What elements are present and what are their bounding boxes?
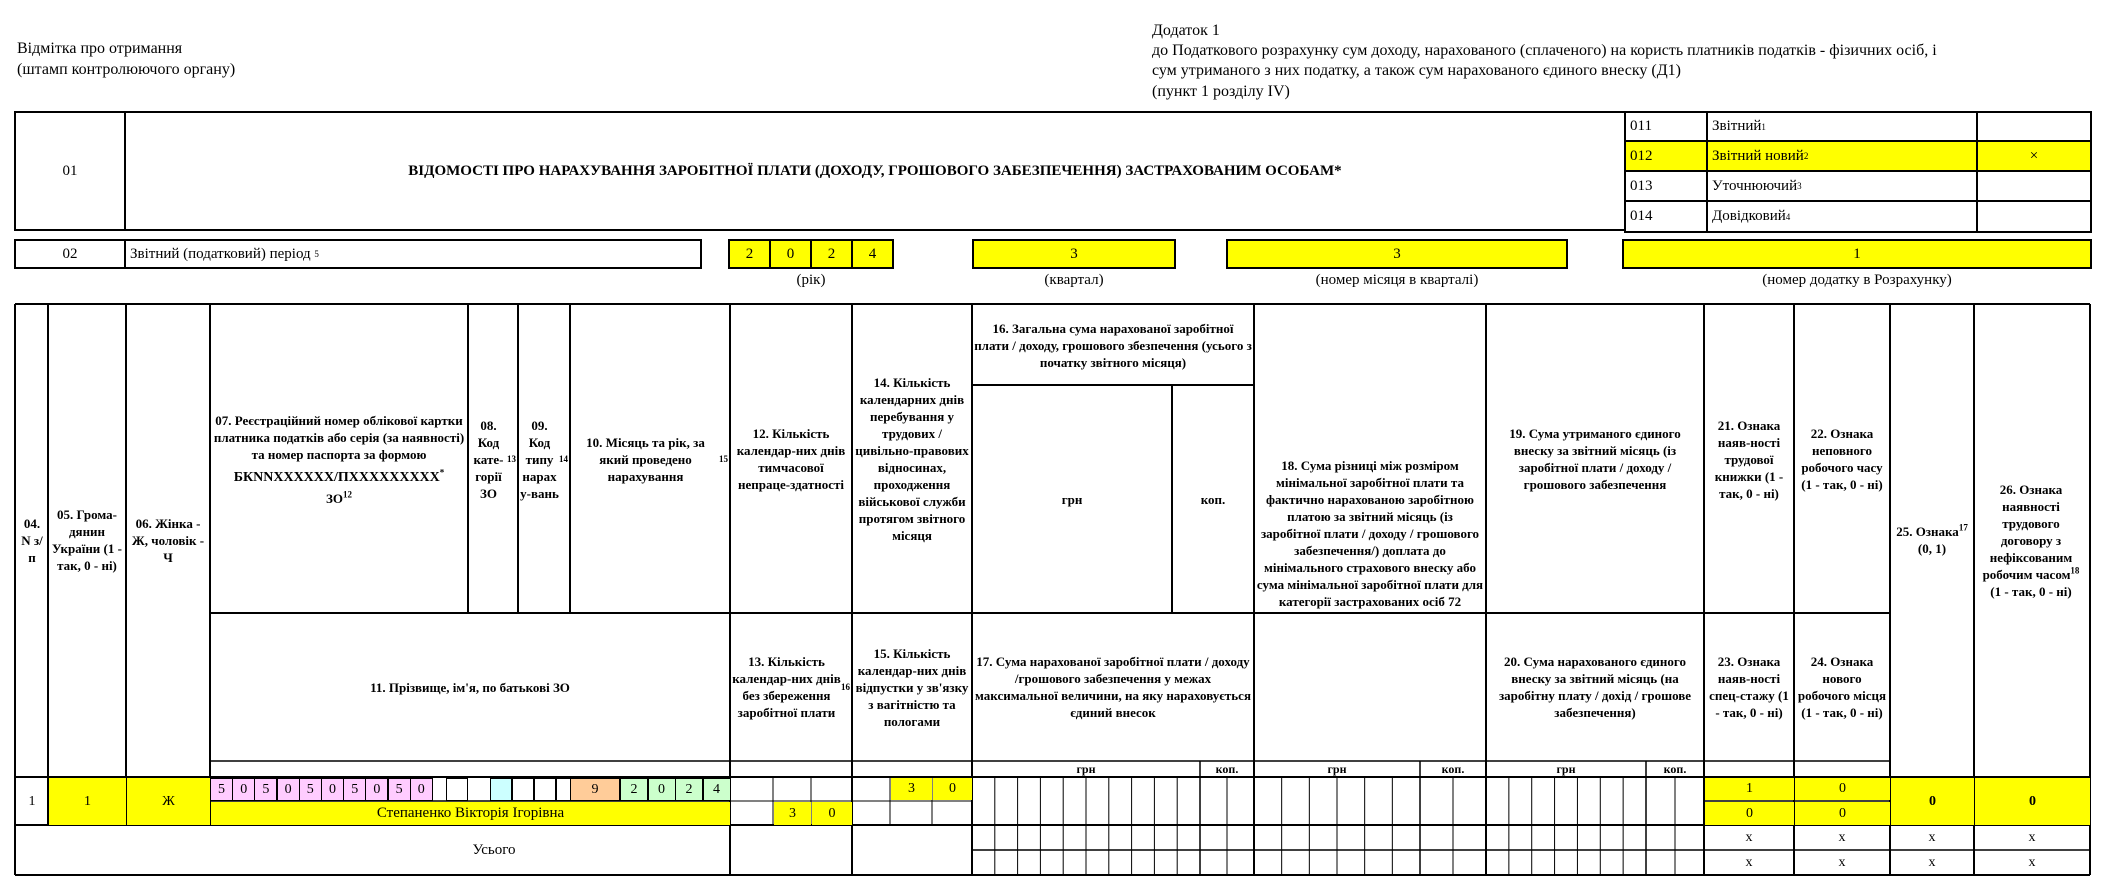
header-07-format: БКNNXXXXXX/ПXXXXXXXXX* [233, 466, 445, 485]
report-type-text: Звітний новий [1712, 147, 1804, 164]
month-year-digit[interactable]: 2 [620, 778, 648, 801]
header-17: 17. Сума нарахованої заробітної плати / доходу /грошового забезпечення у межах максимальної величини, на яку нараховується єдиний внесок [975, 654, 1251, 720]
month-year-digit[interactable]: 4 [703, 778, 731, 801]
report-type-code-011: 011 [1624, 111, 1708, 142]
header-25 [1890, 305, 1974, 775]
header-07 [210, 305, 468, 613]
report-type-label-014: Довідковий 4 [1706, 200, 1978, 233]
days14-digit[interactable]: 3 [891, 778, 932, 800]
header-22: 22. Ознака неповного робочого часу (1 - так, 0 - ні) [1801, 426, 1883, 492]
report-type-text: Довідковий [1712, 208, 1786, 224]
passport-digit[interactable]: 0 [365, 778, 388, 801]
gender-flag[interactable]: Ж [127, 778, 210, 825]
header-25-text: 25. Ознака$^{17}$ [1896, 522, 1968, 539]
header-16-kop: коп. [1200, 491, 1226, 507]
passport-digit[interactable]: 5 [299, 778, 322, 801]
header-26 [1974, 305, 2088, 775]
citizen-flag[interactable]: 1 [49, 778, 126, 825]
header-23: 23. Ознака наяв-ності спец-стажу (1 - так, 0 - ні) [1709, 654, 1789, 720]
stamp-caption: (штамп контролюючого органу) [17, 61, 236, 78]
total-x-mark: х [1838, 830, 1846, 845]
header-08: 08. Код кате-горії ЗО 13 [468, 305, 518, 613]
report-type-text: Звітний [1712, 118, 1762, 134]
month-caption: (номер місяця в кварталі) [1315, 272, 1479, 288]
col19-kop-label: коп. [1663, 761, 1687, 776]
header-15: 15. Кількість календар-них днів відпустки у зв'язку з вагітністю та пологами [855, 645, 969, 729]
header-14: 14. Кількість календарних днів перебування у трудових / цивільно-правових відносинах, проходження військової служби протягом звітного місяця [855, 375, 969, 543]
header-12: 12. Кількість календар-них днів тимчасової непраце-здатності [736, 426, 846, 492]
month-field[interactable]: 3 [1226, 239, 1568, 269]
header-16: 16. Загальна сума нарахованої заробітної плати / доходу, грошового збезпечення (усього з початку звітного місяця) [974, 320, 1252, 370]
type-cell-1[interactable] [512, 778, 534, 801]
annex-number-field[interactable]: 1 [1622, 239, 2092, 269]
col18-grn-label: грн [1327, 761, 1347, 776]
header-13-text: 13. Кількість календар-них днів без збереження заробітної плати [732, 654, 841, 720]
flag-21[interactable]: 1 [1705, 778, 1794, 800]
header-25-label: 25. Ознака [1896, 524, 1959, 539]
header-07-format-text: БКNNXXXXXX/ПXXXXXXXXX [233, 469, 440, 485]
header-10: 10. Місяць та рік, за який проведено нарахування 15 [570, 305, 730, 613]
total-x-mark: х [1745, 830, 1753, 845]
total-x-mark: х [2028, 855, 2036, 870]
col16-kop-label: коп. [1215, 761, 1239, 776]
passport-digit[interactable]: 5 [388, 778, 411, 801]
stamp-label: Відмітка про отримання [17, 40, 183, 57]
header-11: 11. Прізвище, ім'я, по батькові ЗО [370, 679, 570, 695]
header-07-zo: ЗО$^{12}$ [326, 489, 352, 506]
passport-digit[interactable]: 0 [410, 778, 433, 801]
flag-26[interactable]: 0 [1975, 778, 2090, 825]
flag-23[interactable]: 0 [1705, 802, 1794, 825]
header-07-text: 07. Реєстраційний номер облікової картки платника податків або серія (за наявності) та номер паспорта за формою [213, 412, 465, 462]
days13-digit[interactable]: 3 [774, 802, 811, 825]
report-type-code-014: 014 [1624, 200, 1708, 233]
header-13: 13. Кількість календар-них днів без збереження заробітної плати 16 [732, 654, 850, 720]
col18-kop-label: коп. [1441, 761, 1465, 776]
report-type-mark-012[interactable]: × [1976, 140, 2092, 172]
passport-digit[interactable]: 0 [321, 778, 344, 801]
header-09-text: 09. Код типу нарах у-вань [520, 417, 559, 501]
header-18: 18. Сума різниці між розміром мінімальної заробітної плати та фактично нарахованою заробітною платою за звітний місяць (із заробітної плати / доходу / грошового забезпечення/) доплата до мінімального страхового внеску або сума мінімальної заробітної плати для категорії застрахованих осіб 72 [1256, 457, 1484, 609]
month-year-digit[interactable]: 9 [570, 778, 620, 801]
section-02-code: 02 [62, 245, 78, 262]
header-19: 19. Сума утриманого єдиного внеску за звітний місяць (із заробітної плати / доходу / грошового забезпечення [1509, 426, 1681, 492]
person-name[interactable]: Степаненко Вікторія Ігорівна [211, 802, 730, 825]
header-26-values: (1 - так, 0 - ні) [1990, 583, 2072, 599]
header-08-text: 08. Код кате-горії ЗО [473, 417, 504, 501]
year-digit-2[interactable]: 2 [810, 239, 853, 269]
days13-digit[interactable]: 0 [812, 802, 852, 825]
header-07-zo-text: ЗО [326, 490, 343, 506]
year-digit-1[interactable]: 0 [769, 239, 812, 269]
annex-title: Додаток 1 [1152, 22, 1220, 39]
header-21: 21. Ознака наяв-ності трудової книжки (1 - так, 0 - ні) [1714, 417, 1784, 501]
year-digit-0[interactable]: 2 [728, 239, 771, 269]
flag-22[interactable]: 0 [1795, 778, 1890, 800]
total-x-mark: х [1745, 855, 1753, 870]
report-type-label-012: Звітний новий 2 [1706, 140, 1978, 172]
days14-digit[interactable]: 0 [933, 778, 972, 800]
report-type-text: Уточнюючий [1712, 177, 1798, 194]
header-09: 09. Код типу нарах у-вань 14 [520, 417, 568, 501]
report-type-code-013: 013 [1624, 170, 1708, 202]
month-year-digit[interactable]: 0 [648, 778, 676, 801]
passport-digit[interactable]: 5 [210, 778, 233, 801]
category-code-cell[interactable] [490, 778, 512, 801]
annex-line-3: (пункт 1 розділу IV) [1152, 83, 1290, 100]
flag-25[interactable]: 0 [1891, 778, 1974, 825]
passport-digit[interactable]: 0 [232, 778, 255, 801]
total-x-mark: х [1838, 855, 1846, 870]
type-cell-2[interactable] [534, 778, 556, 801]
form-title: ВІДОМОСТІ ПРО НАРАХУВАННЯ ЗАРОБІТНОЇ ПЛАТИ (ДОХОДУ, ГРОШОВОГО ЗАБЕЗПЕЧЕННЯ) ЗАСТРАХОВАНИМ ОСОБАМ* [124, 111, 1626, 231]
header-10-text: 10. Місяць та рік, за який проведено нарахування [586, 434, 705, 484]
header-26-label: 26. Ознака наявності трудового договору з нефіксованим робочим часом [1982, 481, 2073, 582]
header-25-values: (0, 1) [1917, 541, 1947, 556]
section-01-code: 01 [14, 111, 126, 231]
header-16-grn: грн [1061, 491, 1083, 507]
report-type-label-013: Уточнюючий 3 [1706, 170, 1978, 202]
passport-digit[interactable]: 5 [343, 778, 366, 801]
year-digit-3[interactable]: 4 [851, 239, 894, 269]
annex-line-1: до Податкового розрахунку сум доходу, нарахованого (сплаченого) на користь платників податків - фізичних осіб, і [1152, 42, 1937, 59]
total-x-mark: х [1928, 830, 1936, 845]
total-x-mark: х [1928, 855, 1936, 870]
flag-24[interactable]: 0 [1795, 802, 1890, 825]
annex-line-2: сум утриманого з них податку, а також сум нарахованого єдиного внеску (Д1) [1152, 62, 1681, 79]
period-label-box: Звітний (податковий) період 5 [124, 239, 702, 269]
period-label: Звітний (податковий) період [130, 245, 311, 262]
annex-number-caption: (номер додатку в Розрахунку) [1762, 272, 1952, 288]
col19-grn-label: грн [1556, 761, 1576, 776]
report-type-code-012: 012 [1624, 140, 1708, 172]
quarter-field[interactable]: 3 [972, 239, 1176, 269]
year-caption: (рік) [796, 272, 826, 288]
total-x-mark: х [2028, 830, 2036, 845]
header-20: 20. Сума нарахованого єдиного внеску за звітний місяць (на заробітну плату / дохід / грошове забезпечення) [1498, 654, 1692, 720]
header-24: 24. Ознака нового робочого місця (1 - так, 0 - ні) [1797, 654, 1887, 720]
header-05: 05. Грома-дянин України (1 - так, 0 - ні) [52, 507, 122, 573]
report-type-label-011: Звітний 1 [1706, 111, 1978, 142]
col16-grn-label: грн [1076, 761, 1096, 776]
passport-extra-cell[interactable] [446, 778, 468, 801]
header-06: 06. Жінка - Ж, чоловік - Ч [131, 515, 205, 565]
total-label: Усього [472, 841, 516, 858]
header-04: 04. N з/п [21, 515, 43, 565]
passport-digit[interactable]: 0 [277, 778, 300, 801]
month-year-digit[interactable]: 2 [675, 778, 703, 801]
row-number: 1 [28, 793, 36, 809]
header-26-text: 26. Ознака наявності трудового договору з нефіксованим робочим часом$^{18}$ [1982, 481, 2080, 582]
passport-digit[interactable]: 5 [254, 778, 277, 801]
quarter-caption: (квартал) [1044, 272, 1104, 288]
